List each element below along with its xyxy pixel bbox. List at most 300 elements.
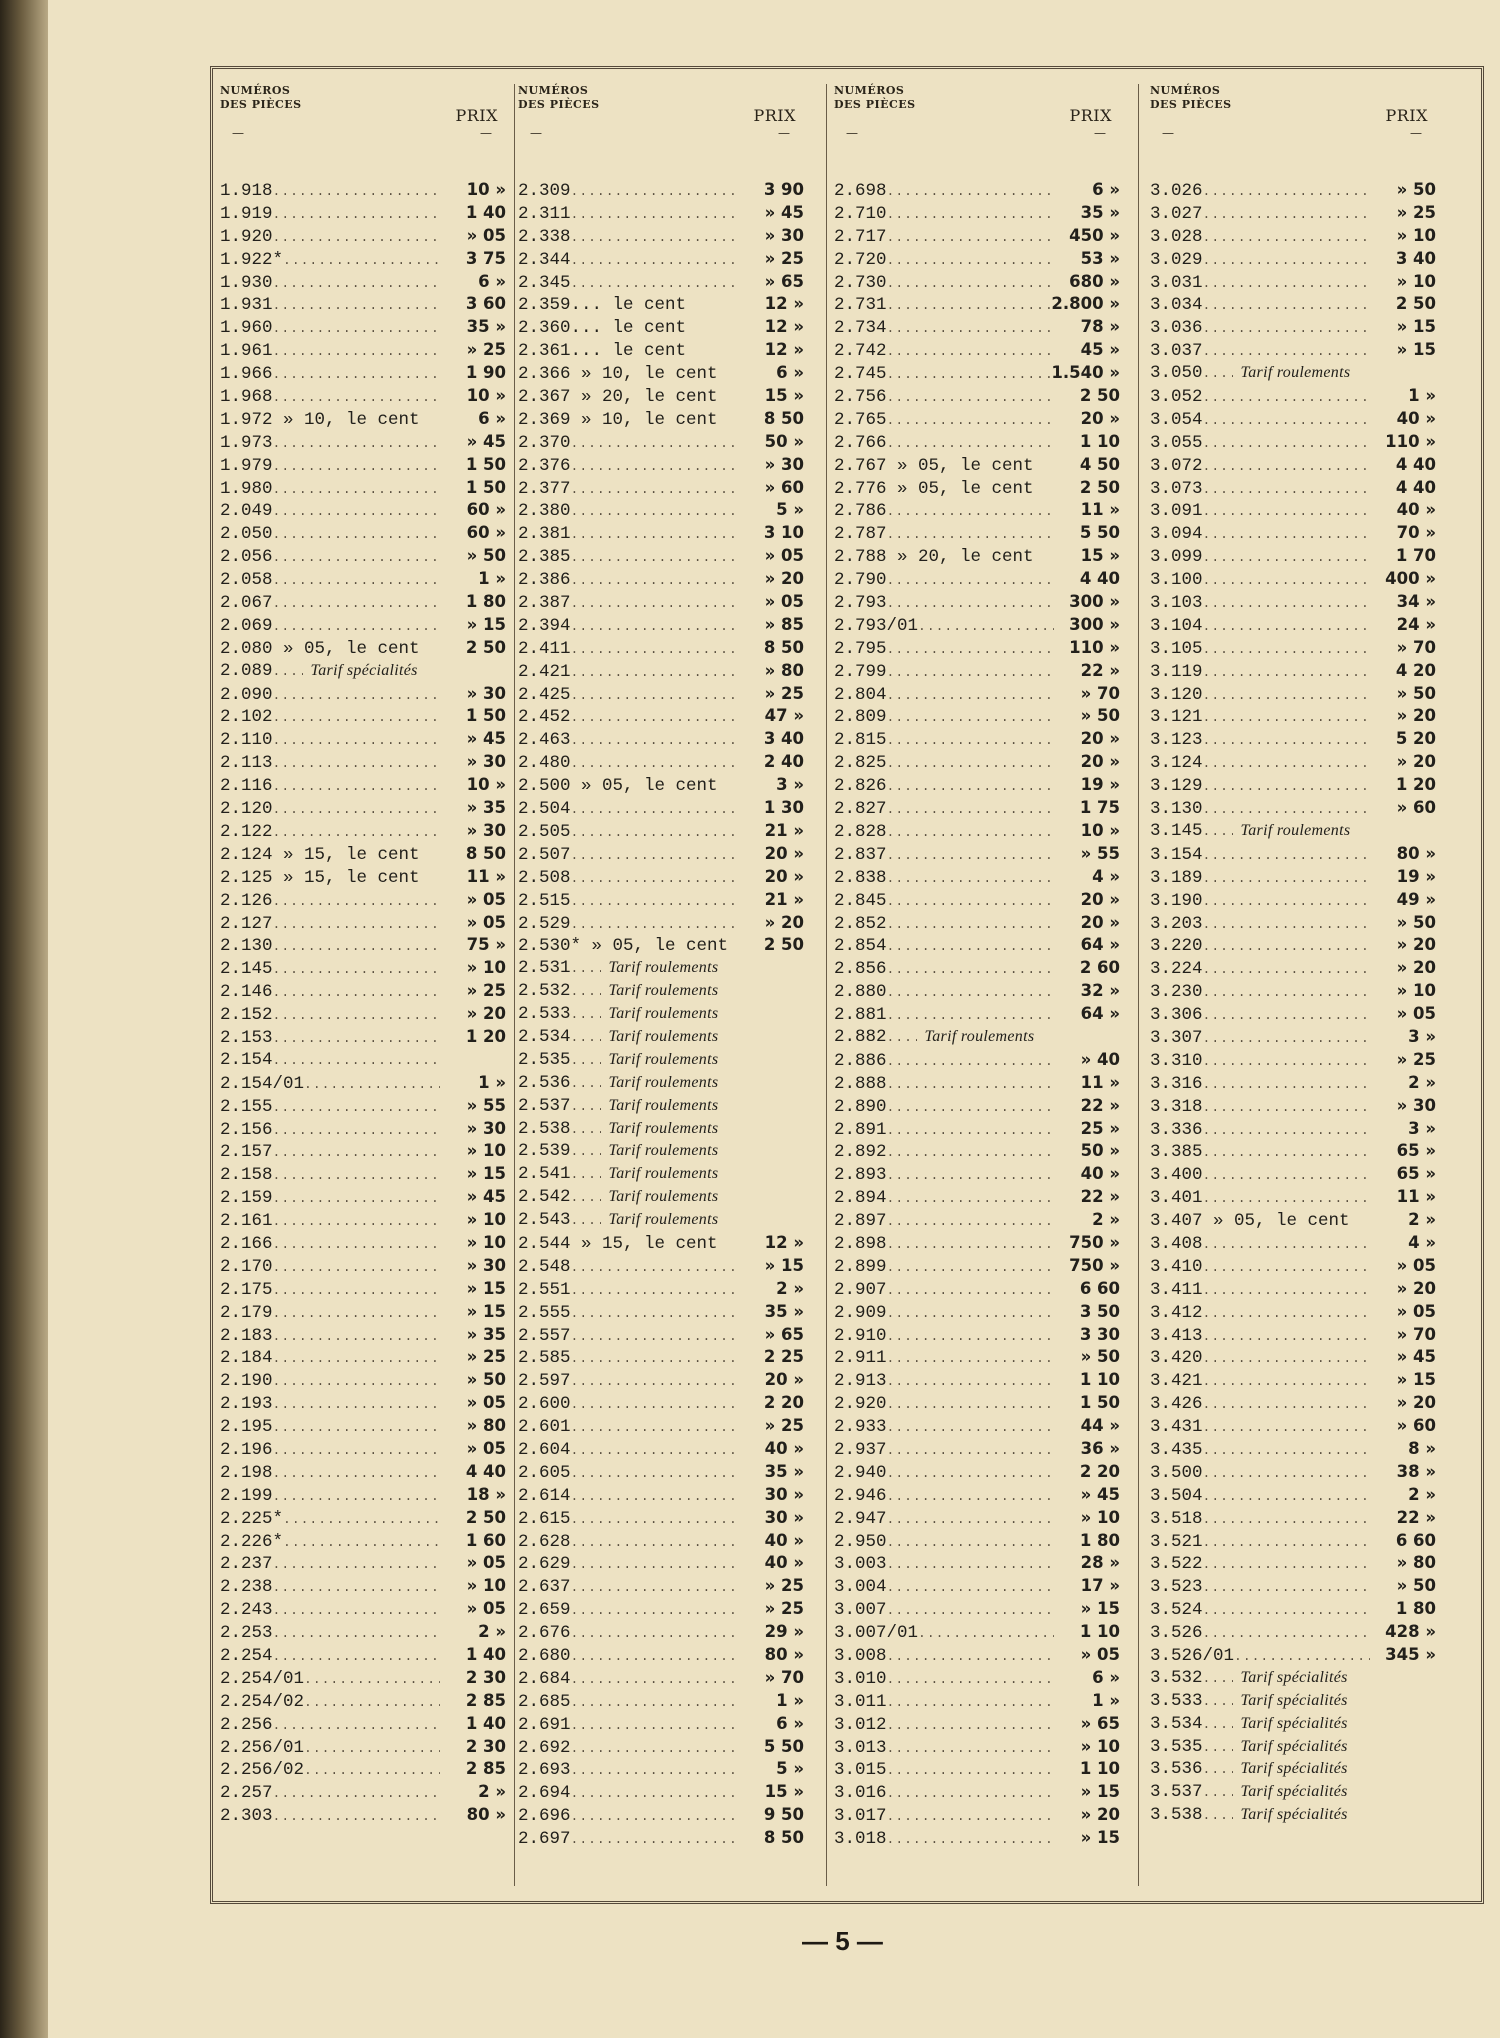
- dot-leader: [1203, 321, 1370, 336]
- dot-leader: [571, 1283, 738, 1298]
- dot-leader: [571, 459, 738, 474]
- part-number: 3.013: [834, 1737, 887, 1758]
- price: 15 »: [764, 386, 804, 406]
- price: 1 »: [776, 1690, 804, 1710]
- price-row: [834, 1828, 1126, 1851]
- price: 9 50: [763, 1805, 804, 1825]
- price-row: [834, 409, 1126, 432]
- price-row: [1150, 500, 1442, 523]
- part-number: 3.538: [1150, 1805, 1203, 1826]
- price-row: [220, 1553, 512, 1576]
- price-row: [834, 706, 1126, 729]
- dot-leader: [571, 504, 738, 519]
- dot-leader: [273, 939, 440, 954]
- part-number: 2.886: [834, 1050, 887, 1071]
- price: » 15: [1396, 317, 1436, 337]
- dot-leader: [1203, 642, 1370, 657]
- part-number: 2.946: [834, 1485, 887, 1506]
- price-row: [518, 1462, 810, 1485]
- dot-leader: [571, 665, 738, 680]
- price-row: [834, 798, 1126, 821]
- dot-leader: [887, 1718, 1054, 1733]
- part-number: 2.257: [220, 1783, 273, 1804]
- part-number: 3.034: [1150, 295, 1203, 316]
- price: 19 »: [1396, 866, 1436, 886]
- price-row: [834, 1759, 1126, 1782]
- price: 1 10: [1079, 431, 1120, 451]
- price-row: [518, 1782, 810, 1805]
- price-row: [1150, 1668, 1442, 1691]
- price-row: [518, 661, 810, 684]
- price: 25 »: [1080, 1118, 1120, 1138]
- part-number: 2.256/02: [220, 1760, 305, 1781]
- dot-leader: [273, 321, 440, 336]
- part-number: 2.161: [220, 1211, 273, 1232]
- part-number: 2.113: [220, 753, 273, 774]
- catalog-page: [48, 0, 1500, 2038]
- price-row: [1150, 409, 1442, 432]
- price: 428 »: [1385, 1622, 1436, 1642]
- part-number: 2.537: [518, 1095, 571, 1116]
- price: 1 90: [465, 363, 506, 383]
- price: » 15: [466, 1278, 506, 1298]
- price-row: [220, 294, 512, 317]
- price: 5 50: [1079, 523, 1120, 543]
- part-number: 2.508: [518, 867, 571, 888]
- price: 20 »: [1080, 752, 1120, 772]
- part-number: 3.421: [1150, 1371, 1203, 1392]
- price: 22 »: [1080, 1095, 1120, 1115]
- price: » 05: [764, 546, 804, 566]
- part-number: 3.410: [1150, 1256, 1203, 1277]
- price: 15 »: [1080, 546, 1120, 566]
- dot-leader: [571, 253, 738, 268]
- part-number: 2.731: [834, 295, 887, 316]
- price-row: [220, 913, 512, 936]
- dot-leader: [887, 1054, 1054, 1069]
- tariff-reference: Tarif roulements: [608, 1211, 719, 1229]
- tariff-reference: Tarif spécialités: [1240, 1714, 1348, 1732]
- part-number: 2.745: [834, 364, 887, 385]
- page-number: — 5 —: [802, 1926, 883, 1956]
- dot-leader: [273, 1053, 440, 1068]
- price: » 45: [1396, 1347, 1436, 1367]
- price-row: [518, 1828, 810, 1851]
- part-number: 2.804: [834, 684, 887, 705]
- dot-leader: [273, 802, 440, 817]
- price: » 50: [466, 546, 506, 566]
- part-number: 2.387: [518, 593, 571, 614]
- part-number: 3.094: [1150, 524, 1203, 545]
- price-row: [1150, 1004, 1442, 1027]
- price: » 05: [466, 225, 506, 245]
- part-number: 2.557: [518, 1325, 571, 1346]
- dot-leader: [887, 1672, 1054, 1687]
- price: » 10: [466, 958, 506, 978]
- price: » 05: [764, 592, 804, 612]
- dot-leader: [283, 253, 440, 268]
- dot-leader: [887, 848, 1054, 863]
- price: 2 85: [465, 1759, 506, 1779]
- part-number: 3.091: [1150, 501, 1203, 522]
- part-number: 2.742: [834, 341, 887, 362]
- price-row: [834, 1325, 1126, 1348]
- part-number: 2.696: [518, 1806, 571, 1827]
- price-row: [1150, 1531, 1442, 1554]
- dot-leader: [273, 1649, 440, 1664]
- part-number: 2.254: [220, 1646, 273, 1666]
- dot-leader: [273, 504, 440, 519]
- price-row: [834, 523, 1126, 546]
- dot-leader: [273, 1123, 440, 1138]
- price-list: [220, 180, 512, 1828]
- price: 40 »: [1080, 1164, 1120, 1184]
- column-divider: [1138, 84, 1139, 1886]
- part-number: 2.338: [518, 226, 571, 247]
- price: » 15: [1080, 1599, 1120, 1619]
- price-row: [220, 775, 512, 798]
- part-number: 2.345: [518, 272, 571, 293]
- price: » 35: [466, 798, 506, 818]
- dot-leader: [887, 1603, 1054, 1618]
- part-number: 2.056: [220, 547, 273, 568]
- price-row: [1150, 752, 1442, 775]
- part-number: 2.190: [220, 1371, 273, 1392]
- dot-leader: [571, 1626, 738, 1641]
- dot-leader: [887, 1443, 1054, 1458]
- part-number: 2.376: [518, 455, 571, 476]
- book-spine: [0, 0, 48, 2038]
- price: 40 »: [764, 1553, 804, 1573]
- price: » 05: [1396, 1255, 1436, 1275]
- price: 35 »: [466, 317, 506, 337]
- price-row: [518, 432, 810, 455]
- price-row: [518, 1668, 810, 1691]
- price-row: [518, 1187, 810, 1210]
- price-row: [518, 203, 810, 226]
- part-number: 2.196: [220, 1439, 273, 1460]
- price: 30 »: [764, 1507, 804, 1527]
- part-number: 2.116: [220, 776, 273, 797]
- price-row: [220, 890, 512, 913]
- part-number: 2.605: [518, 1462, 571, 1483]
- part-number: 2.717: [834, 226, 887, 247]
- dot-leader: [273, 298, 440, 313]
- dot-leader: [1203, 207, 1370, 222]
- dot-leader: [273, 367, 440, 382]
- price-row: [518, 1347, 810, 1370]
- price: » 05: [466, 1553, 506, 1573]
- price-row: [220, 409, 512, 432]
- dot-leader: [887, 1832, 1054, 1847]
- part-number: 2.551: [518, 1279, 571, 1300]
- price: » 25: [764, 1416, 804, 1436]
- price: 1 30: [763, 798, 804, 818]
- dot-leader: [571, 1809, 738, 1824]
- price-row: [1150, 1439, 1442, 1462]
- dot-leader: [1203, 1740, 1233, 1755]
- price: 1 10: [1079, 1759, 1120, 1779]
- price: 19 »: [1080, 775, 1120, 795]
- dot-leader: [1203, 527, 1370, 542]
- tariff-reference: Tarif roulements: [924, 1027, 1035, 1045]
- price: 20 »: [764, 843, 804, 863]
- dot-leader: [887, 1145, 1054, 1160]
- part-number: 2.692: [518, 1737, 571, 1758]
- price-row: [834, 867, 1126, 890]
- price-row: [834, 1004, 1126, 1027]
- price-row: [834, 386, 1126, 409]
- price-row: [518, 1439, 810, 1462]
- price: 3 50: [1079, 1301, 1120, 1321]
- part-number: 2.380: [518, 501, 571, 522]
- part-number: 3.073: [1150, 478, 1203, 499]
- part-number: 3.120: [1150, 684, 1203, 705]
- dot-leader: [571, 961, 601, 976]
- dot-leader: [571, 1306, 738, 1321]
- part-number: 2.720: [834, 249, 887, 270]
- part-number: 2.238: [220, 1577, 273, 1598]
- price-row: [518, 592, 810, 615]
- dot-leader: [1203, 894, 1370, 909]
- price: » 30: [466, 752, 506, 772]
- dot-leader: [1203, 1694, 1233, 1709]
- dot-leader: [1203, 1191, 1370, 1206]
- dot-leader: [1203, 1374, 1370, 1389]
- dot-leader: [887, 1260, 1054, 1275]
- price-row: [1150, 1210, 1442, 1233]
- part-number: 1.919: [220, 203, 273, 224]
- dot-leader: [1203, 504, 1370, 519]
- part-number: 3.336: [1150, 1119, 1203, 1140]
- part-number: 2.827: [834, 799, 887, 820]
- price: » 65: [764, 271, 804, 291]
- price-row: [220, 867, 512, 890]
- price-row: [220, 1233, 512, 1256]
- tariff-reference: Tarif roulements: [608, 1165, 719, 1183]
- price-row: [220, 1622, 512, 1645]
- part-number: 2.256/01: [220, 1737, 305, 1758]
- part-number: 3.026: [1150, 181, 1203, 201]
- part-number: 3.535: [1150, 1736, 1203, 1757]
- dot-leader: [887, 1168, 1054, 1183]
- dot-leader: [273, 1580, 440, 1595]
- tariff-reference: Tarif roulements: [608, 1142, 719, 1160]
- dot-leader: [273, 1191, 440, 1206]
- dot-leader: [887, 825, 1054, 840]
- price-row: [220, 615, 512, 638]
- price-row: [518, 1805, 810, 1828]
- dot-leader: [1203, 985, 1370, 1000]
- tariff-reference: Tarif roulements: [608, 1096, 719, 1114]
- price-row: [220, 1096, 512, 1119]
- dot-leader: [571, 1076, 601, 1091]
- price: 4 40: [465, 1461, 506, 1481]
- price-row: [518, 272, 810, 295]
- part-number: 3.037: [1150, 341, 1203, 362]
- dot-leader: [571, 619, 738, 634]
- part-number: 2.394: [518, 615, 571, 636]
- dot-leader: [571, 1397, 738, 1412]
- part-number: 2.199: [220, 1485, 273, 1506]
- part-number: 3.007/01: [834, 1623, 919, 1644]
- dot-leader: [571, 1580, 738, 1595]
- part-number: 2.480: [518, 753, 571, 774]
- price-row: [1150, 615, 1442, 638]
- price: 38 »: [1396, 1461, 1436, 1481]
- price: 3 40: [1395, 248, 1436, 268]
- price: 11 »: [466, 866, 506, 886]
- dot-leader: [571, 984, 601, 999]
- part-number: 2.125 » 15, le cent: [220, 867, 420, 888]
- price-row: [220, 478, 512, 501]
- price: » 70: [1396, 637, 1436, 657]
- part-number: 1.930: [220, 272, 273, 293]
- price-row: [518, 1141, 810, 1164]
- dot-leader: [571, 1167, 601, 1182]
- dot-leader: [918, 619, 1054, 634]
- dot-leader: [887, 436, 1054, 451]
- price: 44 »: [1080, 1416, 1120, 1436]
- part-number: 3.052: [1150, 387, 1203, 408]
- part-number: 3.500: [1150, 1462, 1203, 1483]
- dot-leader: [887, 1489, 1054, 1504]
- price-row: [518, 1164, 810, 1187]
- price: » 55: [466, 1095, 506, 1115]
- dot-leader: [571, 1695, 738, 1710]
- part-number: 2.505: [518, 821, 571, 842]
- price: 10 »: [1080, 820, 1120, 840]
- price-list: [518, 180, 810, 1851]
- price-row: [220, 1645, 512, 1668]
- price-row: [834, 203, 1126, 226]
- price-row: [1150, 867, 1442, 890]
- price: » 25: [1396, 202, 1436, 222]
- part-number: 2.793: [834, 593, 887, 614]
- price: » 15: [1396, 1370, 1436, 1390]
- dot-leader: [1203, 1397, 1370, 1412]
- part-number: 2.225*: [220, 1508, 284, 1529]
- price: » 85: [764, 614, 804, 634]
- price-row: [1150, 1164, 1442, 1187]
- dot-leader: [887, 504, 1054, 519]
- price: » 45: [466, 431, 506, 451]
- dot-leader: [571, 184, 738, 199]
- part-number: 2.940: [834, 1462, 887, 1483]
- price: » 10: [466, 1210, 506, 1230]
- dot-leader: [1203, 1671, 1233, 1686]
- dot-leader: [887, 276, 1054, 291]
- price-row: [1150, 1782, 1442, 1805]
- part-number: 2.786: [834, 501, 887, 522]
- price: 35 »: [1080, 202, 1120, 222]
- tariff-reference: Tarif spécialités: [310, 661, 418, 679]
- price-row: [1150, 569, 1442, 592]
- dot-leader: [1203, 1100, 1370, 1115]
- dot-leader: [1203, 1077, 1370, 1092]
- part-number: 3.099: [1150, 547, 1203, 568]
- column-1: [220, 84, 512, 1886]
- price-row: [1150, 432, 1442, 455]
- part-number: 2.937: [834, 1439, 887, 1460]
- part-number: 3.050: [1150, 363, 1203, 384]
- part-number: 2.226*: [220, 1531, 284, 1552]
- price: 2 »: [1408, 1210, 1436, 1230]
- dot-leader: [304, 1695, 440, 1710]
- price: 28 »: [1080, 1553, 1120, 1573]
- price-row: [1150, 478, 1442, 501]
- part-number: 1.979: [220, 455, 273, 476]
- part-number: 2.601: [518, 1417, 571, 1438]
- price-row: [834, 1187, 1126, 1210]
- price: 34 »: [1396, 592, 1436, 612]
- price: » 25: [764, 683, 804, 703]
- part-number: 3.018: [834, 1829, 887, 1850]
- price: 1 70: [1395, 546, 1436, 566]
- dot-leader: [571, 573, 738, 588]
- dot-leader: [273, 527, 440, 542]
- part-number: 2.243: [220, 1600, 273, 1621]
- price-row: [1150, 684, 1442, 707]
- dot-leader: [887, 321, 1054, 336]
- price: » 30: [466, 1118, 506, 1138]
- price-row: [220, 1187, 512, 1210]
- column-3: [834, 84, 1126, 1886]
- price: 47 »: [764, 706, 804, 726]
- price: » 60: [1396, 798, 1436, 818]
- tariff-reference: Tarif roulements: [1240, 364, 1351, 382]
- part-number: 3.016: [834, 1783, 887, 1804]
- dot-leader: [571, 825, 738, 840]
- price: 11 »: [1396, 1187, 1436, 1207]
- price: » 25: [764, 1599, 804, 1619]
- part-number: 2.360... le cent: [518, 318, 687, 339]
- price: » 05: [466, 1599, 506, 1619]
- price-row: [1150, 455, 1442, 478]
- price: 15 »: [764, 1782, 804, 1802]
- part-number: 2.311: [518, 203, 571, 224]
- dot-leader: [273, 825, 440, 840]
- dot-leader: [1203, 1603, 1370, 1618]
- price: » 15: [764, 1255, 804, 1275]
- dot-leader: [887, 230, 1054, 245]
- price: » 05: [1396, 1301, 1436, 1321]
- price-row: [834, 294, 1126, 317]
- price-row: [834, 1576, 1126, 1599]
- part-number: 3.523: [1150, 1577, 1203, 1598]
- price: » 50: [1396, 912, 1436, 932]
- price: 75 »: [466, 935, 506, 955]
- price-row: [834, 775, 1126, 798]
- part-number: 2.950: [834, 1531, 887, 1552]
- column-4: [1150, 84, 1442, 1886]
- part-number: 3.524: [1150, 1600, 1203, 1621]
- dot-leader: [571, 1763, 738, 1778]
- prix-label: PRIX: [1069, 106, 1112, 125]
- part-number: 2.193: [220, 1394, 273, 1415]
- part-number: 2.124 » 15, le cent: [220, 844, 420, 865]
- dot-leader: [887, 253, 1054, 268]
- price: » 15: [466, 1301, 506, 1321]
- part-number: 2.698: [834, 181, 887, 201]
- price: 45 »: [1080, 340, 1120, 360]
- part-number: 1.961: [220, 341, 273, 362]
- price-row: [518, 1485, 810, 1508]
- price: » 50: [1396, 180, 1436, 199]
- price: » 70: [1396, 1324, 1436, 1344]
- price: » 50: [1080, 706, 1120, 726]
- part-number: 3.017: [834, 1806, 887, 1827]
